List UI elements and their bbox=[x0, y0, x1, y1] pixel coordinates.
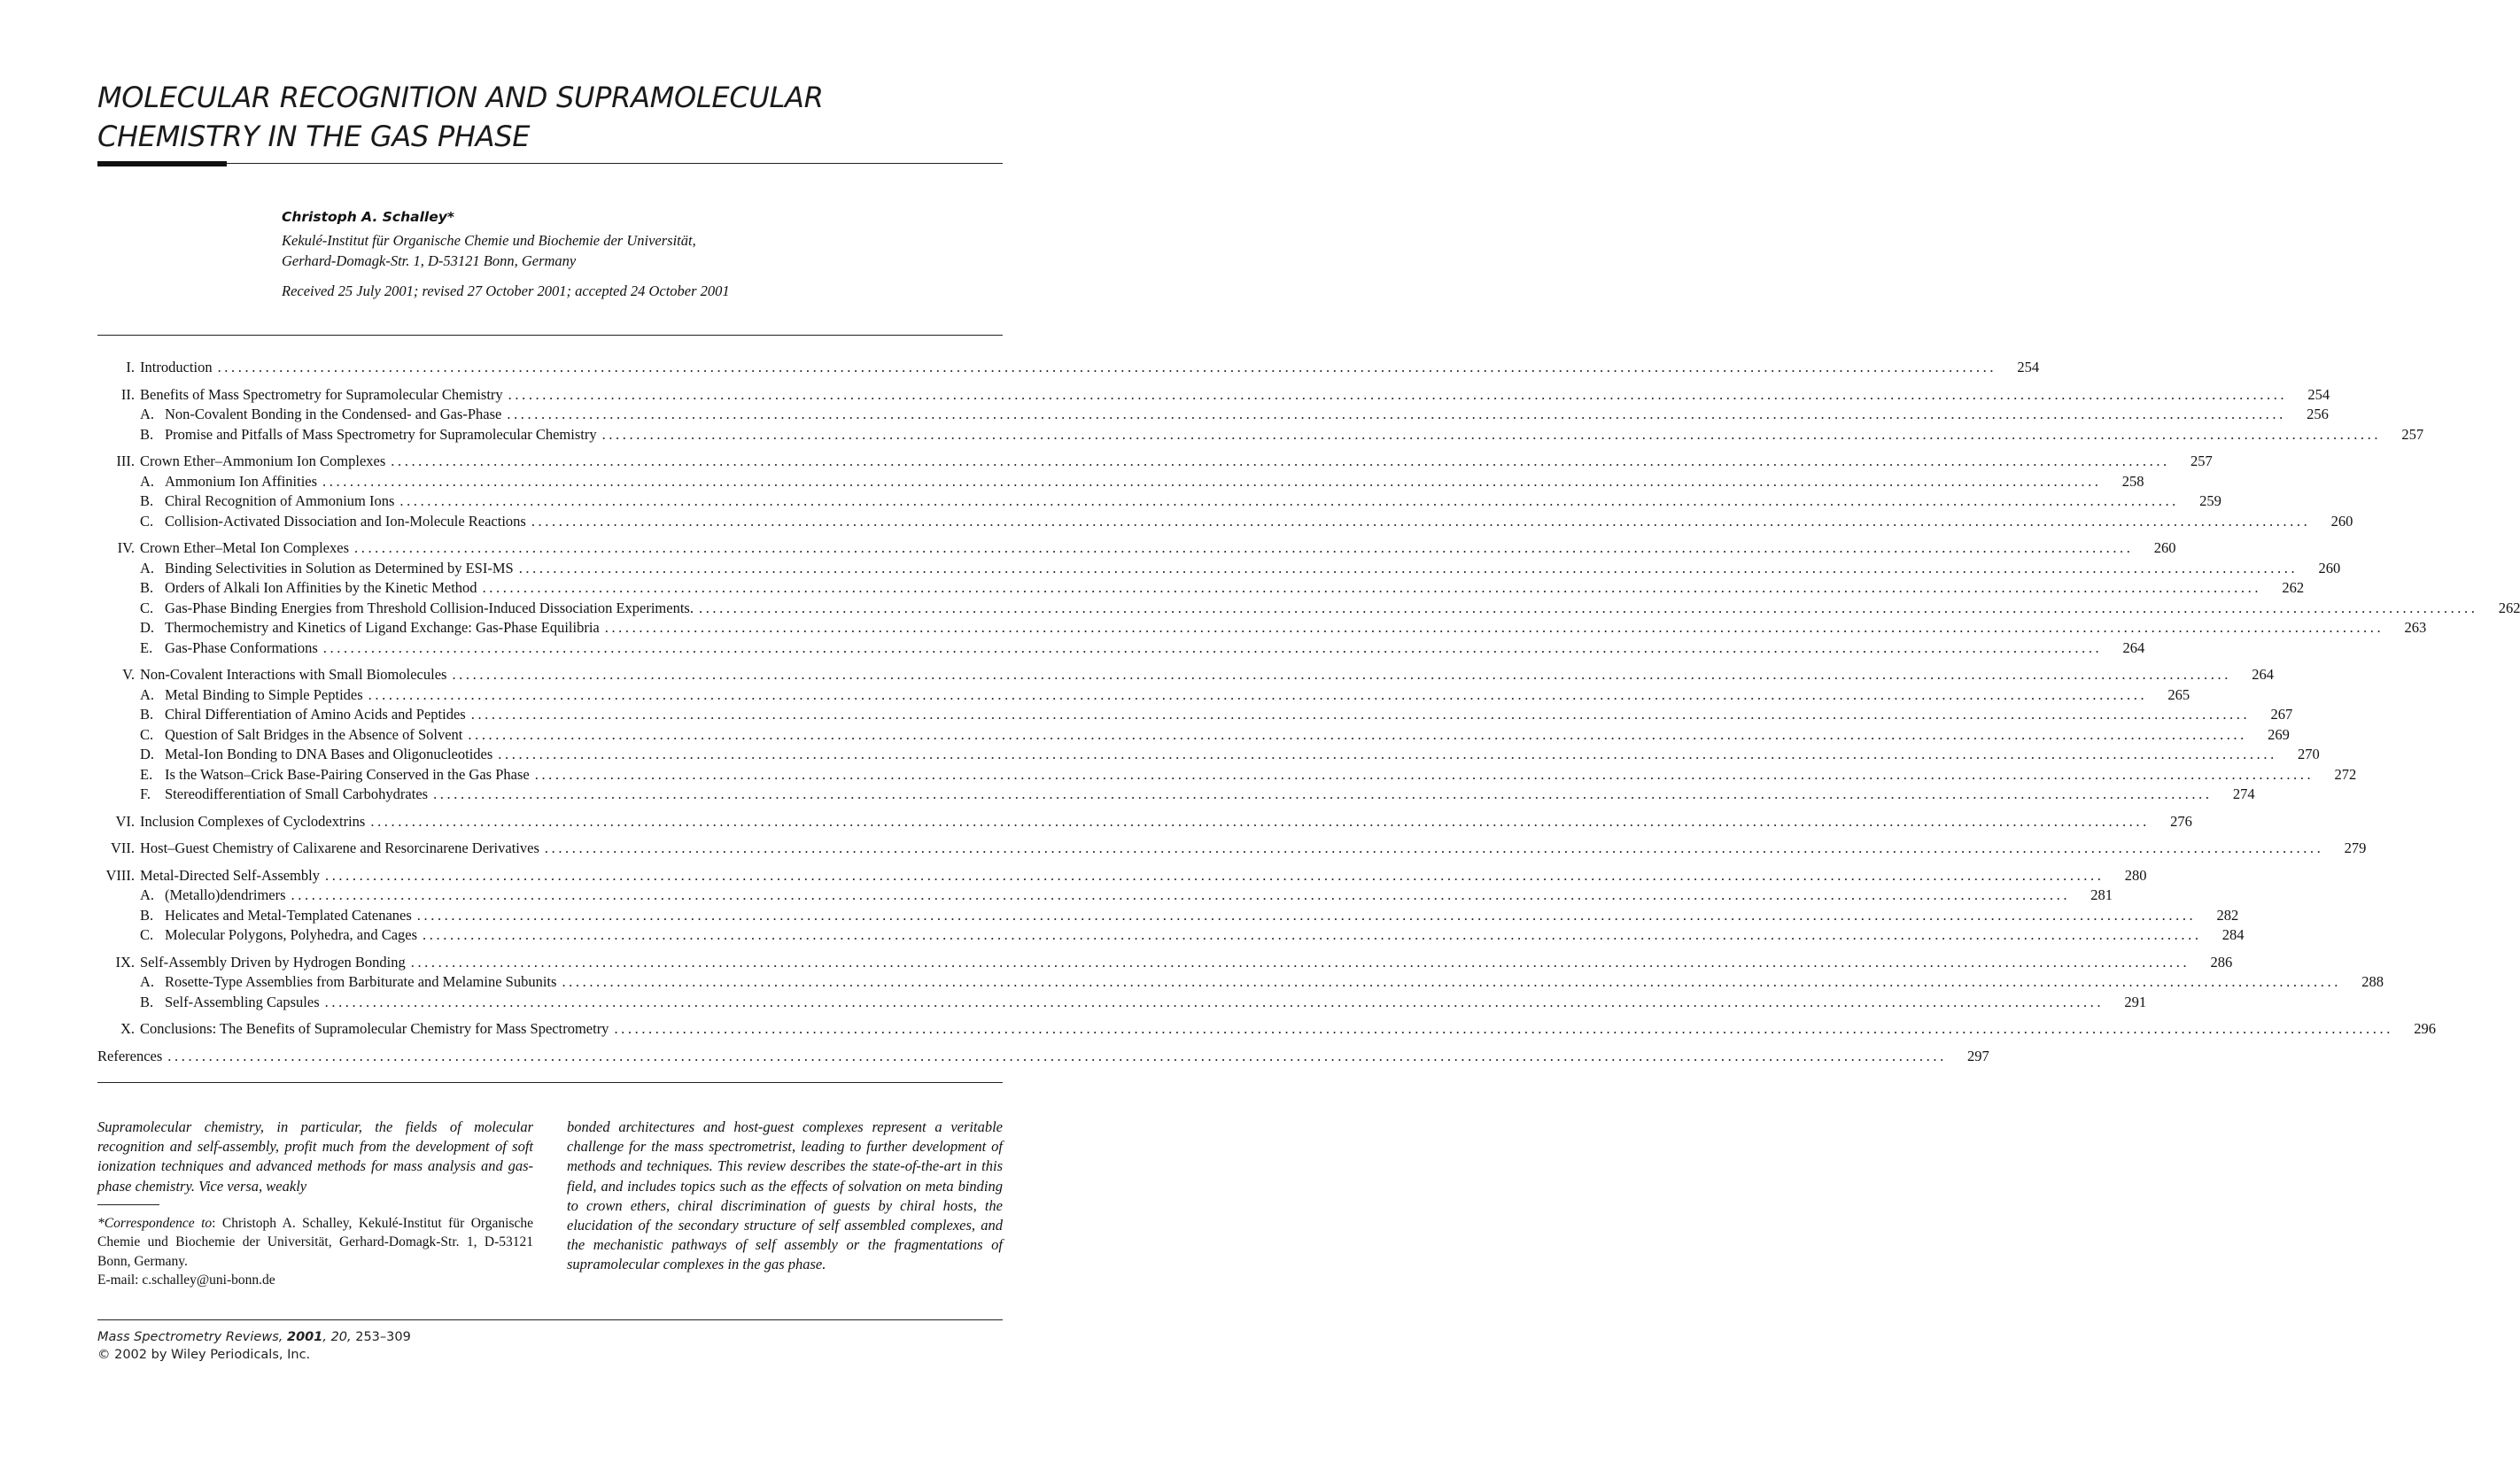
toc-title: Molecular Polygons, Polyhedra, and Cages bbox=[165, 926, 418, 943]
toc-page-number: 254 bbox=[2017, 359, 2040, 375]
toc-page-number: 272 bbox=[2334, 765, 2357, 783]
toc-title: Orders of Alkali Ion Affinities by the Kinetic Method bbox=[165, 579, 477, 596]
toc-letter: B. bbox=[140, 425, 154, 443]
affiliation bbox=[282, 230, 902, 271]
toc-entry bbox=[97, 866, 2147, 886]
dot-leader: .................................................................................................................................................................................................................................................................... bbox=[601, 425, 2382, 443]
toc-title: Inclusion Complexes of Cyclodextrins bbox=[140, 812, 366, 830]
dot-leader: .................................................................................................................................................................................................................................................................... bbox=[604, 619, 2384, 636]
toc-entry bbox=[97, 839, 2367, 859]
toc-title: Host–Guest Chemistry of Calixarene and Resorcinarene Derivatives bbox=[140, 839, 539, 856]
toc-title: References bbox=[97, 1047, 163, 1064]
toc-section bbox=[97, 812, 2192, 832]
toc-subentry bbox=[97, 599, 2520, 619]
toc-entry bbox=[97, 385, 2330, 406]
dot-leader: .................................................................................................................................................................................................................................................................... bbox=[167, 1047, 1947, 1064]
dot-leader: .................................................................................................................................................................................................................................................................... bbox=[324, 866, 2105, 884]
dot-leader: .................................................................................................................................................................................................................................................................... bbox=[370, 812, 2150, 830]
toc-number: VI. bbox=[115, 812, 135, 830]
toc-entry bbox=[97, 358, 2040, 378]
toc-page-number: 267 bbox=[2270, 706, 2293, 723]
toc-subentry bbox=[97, 638, 2145, 659]
toc-page-number: 274 bbox=[2232, 785, 2255, 802]
dot-leader: .................................................................................................................................................................................................................................................................... bbox=[614, 1020, 2393, 1037]
dot-leader: .................................................................................................................................................................................................................................................................... bbox=[291, 886, 2071, 903]
toc-subentry bbox=[97, 725, 2290, 746]
toc-letter: E. bbox=[140, 765, 153, 783]
toc-title: Crown Ether–Metal Ion Complexes bbox=[140, 539, 349, 556]
toc-page-number: 257 bbox=[2401, 425, 2424, 443]
toc-title: Introduction bbox=[140, 359, 213, 375]
toc-subentry bbox=[97, 705, 2293, 725]
toc-letter: D. bbox=[140, 746, 155, 762]
dot-leader: .................................................................................................................................................................................................................................................................... bbox=[416, 906, 2197, 924]
dot-leader: .................................................................................................................................................................................................................................................................... bbox=[482, 579, 2262, 596]
toc-number: V. bbox=[122, 666, 135, 683]
title-line-2: CHEMISTRY IN THE GAS PHASE bbox=[97, 120, 531, 153]
toc-number: VII. bbox=[110, 839, 135, 856]
toc-title: Stereodifferentiation of Small Carbohydrates bbox=[165, 785, 429, 802]
correspondence-label: *Correspondence to bbox=[97, 1215, 213, 1231]
toc-page-number: 280 bbox=[2124, 866, 2147, 884]
toc-page-number: 264 bbox=[2122, 638, 2145, 656]
toc-section bbox=[97, 452, 2353, 531]
toc-subentry bbox=[97, 925, 2245, 946]
article-title bbox=[97, 78, 1001, 156]
dot-leader: .................................................................................................................................................................................................................................................................... bbox=[354, 539, 2134, 556]
toc-subentry bbox=[97, 906, 2239, 926]
toc-subentry bbox=[97, 886, 2113, 906]
toc-subentry bbox=[97, 491, 2221, 512]
toc-letter: B. bbox=[140, 906, 154, 924]
toc-section bbox=[97, 866, 2245, 946]
toc-top-rule bbox=[97, 335, 1003, 336]
toc-subentry bbox=[97, 559, 2341, 579]
title-rule bbox=[97, 163, 1003, 164]
dot-leader: .................................................................................................................................................................................................................................................................... bbox=[410, 953, 2190, 971]
toc-letter: D. bbox=[140, 619, 155, 636]
table-of-contents bbox=[97, 358, 2520, 1073]
title-line-1: MOLECULAR RECOGNITION AND SUPRAMOLECULAR bbox=[97, 81, 824, 114]
toc-letter: B. bbox=[140, 706, 154, 723]
toc-subentry bbox=[97, 765, 2357, 785]
toc-subentry bbox=[97, 425, 2424, 445]
toc-title: Helicates and Metal-Templated Catenanes bbox=[165, 906, 412, 924]
toc-title: Metal-Directed Self-Assembly bbox=[140, 866, 320, 884]
toc-page-number: 262 bbox=[2498, 599, 2520, 616]
toc-letter: B. bbox=[140, 993, 154, 1010]
title-accent-bar bbox=[97, 161, 227, 166]
toc-letter: A. bbox=[140, 406, 155, 422]
toc-letter: A. bbox=[140, 886, 155, 903]
toc-title: Is the Watson–Crick Base-Pairing Conserved in the Gas Phase bbox=[165, 765, 530, 783]
dot-leader: .................................................................................................................................................................................................................................................................... bbox=[518, 559, 2299, 576]
dot-leader: .................................................................................................................................................................................................................................................................... bbox=[507, 406, 2286, 422]
toc-page-number: 257 bbox=[2190, 453, 2213, 469]
toc-title: Gas-Phase Conformations bbox=[165, 638, 318, 656]
toc-subentry bbox=[97, 578, 2305, 599]
toc-page-number: 269 bbox=[2268, 725, 2290, 743]
toc-section bbox=[97, 1019, 2436, 1040]
toc-subentry bbox=[97, 618, 2427, 638]
toc-page-number: 259 bbox=[2199, 492, 2221, 509]
toc-number: I. bbox=[126, 359, 135, 375]
dot-leader: .................................................................................................................................................................................................................................................................... bbox=[468, 725, 2247, 743]
toc-letter: F. bbox=[140, 785, 151, 802]
toc-entry bbox=[97, 665, 2274, 685]
toc-number: IV. bbox=[117, 539, 135, 556]
toc-title: Collision-Activated Dissociation and Ion-Molecule Reactions bbox=[165, 512, 526, 530]
toc-number: II. bbox=[120, 385, 135, 403]
copyright-line: © 2002 by Wiley Periodicals, Inc. bbox=[97, 1348, 311, 1362]
dot-leader: .................................................................................................................................................................................................................................................................... bbox=[562, 973, 2341, 990]
toc-page-number: 291 bbox=[2124, 993, 2147, 1010]
dot-leader: .................................................................................................................................................................................................................................................................... bbox=[470, 706, 2251, 723]
toc-title: Crown Ether–Ammonium Ion Complexes bbox=[140, 453, 386, 469]
toc-letter: C. bbox=[140, 512, 154, 530]
toc-title: Non-Covalent Bonding in the Condensed- and Gas-Phase bbox=[165, 406, 502, 422]
toc-entry bbox=[97, 452, 2213, 472]
toc-title: Thermochemistry and Kinetics of Ligand Exchange: Gas-Phase Equilibria bbox=[165, 619, 600, 636]
left-column bbox=[97, 1118, 533, 1290]
toc-page-number: 279 bbox=[2344, 839, 2367, 856]
abstract-part-2: bonded architectures and host-guest complexes represent a veritable challenge for the mass spectrometrist, leading to further development of methods and techniques. This review describes the state-of-the-art in this field, and includes topics such as the effects of solvation on meta binding to crown ethers, chiral discrimination of guests by chiral hosts, the elucidation of the secondary structure of self assembled complexes, and the mechanistic pathways of self assembly or the fragmentations of supramolecular complexes in the gas phase. bbox=[567, 1118, 1003, 1273]
toc-page-number: 260 bbox=[2153, 539, 2176, 556]
dot-leader: .................................................................................................................................................................................................................................................................... bbox=[217, 359, 1997, 375]
toc-letter: C. bbox=[140, 926, 154, 943]
toc-bottom-rule bbox=[97, 1082, 1003, 1083]
toc-page-number: 263 bbox=[2404, 619, 2427, 636]
dot-leader: .................................................................................................................................................................................................................................................................... bbox=[368, 685, 2148, 703]
dot-leader: .................................................................................................................................................................................................................................................................... bbox=[452, 666, 2231, 683]
toc-title: Gas-Phase Binding Energies from Threshold Collision-Induced Dissociation Experiments. bbox=[165, 599, 694, 616]
toc-number: X. bbox=[120, 1020, 135, 1037]
received-dates: Received 25 July 2001; revised 27 October 2001; accepted 24 October 2001 bbox=[282, 282, 730, 299]
toc-page-number: 264 bbox=[2252, 666, 2274, 683]
toc-subentry bbox=[97, 512, 2353, 532]
toc-title: Self-Assembly Driven by Hydrogen Bonding bbox=[140, 953, 406, 971]
toc-page-number: 288 bbox=[2361, 973, 2384, 990]
toc-section bbox=[97, 839, 2367, 859]
toc-page-number: 281 bbox=[2090, 886, 2113, 903]
toc-subentry bbox=[97, 472, 2144, 492]
toc-entry bbox=[97, 812, 2192, 832]
right-column bbox=[567, 1118, 1003, 1275]
citation-line: Mass Spectrometry Reviews, 2001, 20, 253–309 bbox=[97, 1330, 411, 1344]
toc-title: Metal-Ion Bonding to DNA Bases and Oligonucleotides bbox=[165, 746, 493, 762]
toc-page-number: 258 bbox=[2121, 472, 2144, 490]
toc-title: Question of Salt Bridges in the Absence of Solvent bbox=[165, 725, 463, 743]
toc-section bbox=[97, 538, 2520, 658]
toc-letter: C. bbox=[140, 599, 154, 616]
toc-page-number: 254 bbox=[2307, 385, 2330, 403]
dot-leader: .................................................................................................................................................................................................................................................................... bbox=[698, 599, 2478, 616]
toc-letter: A. bbox=[140, 559, 155, 576]
toc-subentry bbox=[97, 405, 2329, 425]
dot-leader: .................................................................................................................................................................................................................................................................... bbox=[544, 839, 2324, 856]
toc-title: Non-Covalent Interactions with Small Biomolecules bbox=[140, 666, 447, 683]
dot-leader: .................................................................................................................................................................................................................................................................... bbox=[531, 512, 2311, 530]
dot-leader: .................................................................................................................................................................................................................................................................... bbox=[324, 993, 2105, 1010]
toc-title: Conclusions: The Benefits of Supramolecular Chemistry for Mass Spectrometry bbox=[140, 1020, 609, 1037]
toc-section bbox=[97, 358, 2040, 378]
toc-page-number: 265 bbox=[2167, 685, 2190, 703]
toc-letter: B. bbox=[140, 492, 154, 509]
dot-leader: .................................................................................................................................................................................................................................................................... bbox=[322, 472, 2102, 490]
toc-title: Metal Binding to Simple Peptides bbox=[165, 685, 363, 703]
abstract-part-1: Supramolecular chemistry, in particular, the fields of molecular recognition and self-assembly, profit much from the development of soft ionization techniques and advanced methods for mass analysis and gas-phase chemistry. Vice versa, weakly bbox=[97, 1118, 533, 1195]
toc-title: Chiral Recognition of Ammonium Ions bbox=[165, 492, 395, 509]
toc-page-number: 286 bbox=[2210, 953, 2233, 971]
dot-leader: .................................................................................................................................................................................................................................................................... bbox=[322, 638, 2103, 656]
toc-entry bbox=[97, 953, 2233, 973]
toc-number: III. bbox=[116, 453, 135, 469]
toc-subentry bbox=[97, 685, 2190, 706]
correspondence-email: E-mail: c.schalley@uni-bonn.de bbox=[97, 1272, 275, 1288]
affiliation-line-1: Kekulé-Institut für Organische Chemie und Biochemie der Universität, bbox=[282, 232, 696, 249]
toc-page-number: 260 bbox=[2318, 559, 2341, 576]
journal-pages: 253–309 bbox=[355, 1330, 411, 1344]
toc-page-number: 262 bbox=[2282, 579, 2305, 596]
journal-volume: 20, bbox=[330, 1330, 352, 1344]
toc-page-number: 270 bbox=[2298, 746, 2320, 762]
toc-page-number: 284 bbox=[2221, 926, 2245, 943]
toc-title: Rosette-Type Assemblies from Barbiturate and Melamine Subunits bbox=[165, 973, 557, 990]
toc-letter: A. bbox=[140, 685, 155, 703]
toc-letter: A. bbox=[140, 973, 155, 990]
correspondence-text: : Christoph A. Schalley, Kekulé-Institut für Organische Chemie und Biochemie der Universität, Gerhard-Domagk-Str. 1, D-53121 Bonn, Germany. bbox=[97, 1215, 533, 1269]
correspondence-note bbox=[97, 1214, 533, 1290]
toc-title: Benefits of Mass Spectrometry for Supramolecular Chemistry bbox=[140, 385, 503, 403]
toc-title: Self-Assembling Capsules bbox=[165, 993, 320, 1010]
author-name: Christoph A. Schalley* bbox=[282, 209, 454, 225]
toc-number: VIII. bbox=[105, 866, 135, 884]
dot-leader: .................................................................................................................................................................................................................................................................... bbox=[534, 765, 2315, 783]
footnote-rule bbox=[97, 1204, 159, 1205]
toc-title: Binding Selectivities in Solution as Determined by ESI-MS bbox=[165, 559, 514, 576]
toc-page-number: 260 bbox=[2330, 512, 2353, 530]
toc-references bbox=[97, 1047, 1989, 1067]
toc-page-number: 296 bbox=[2414, 1020, 2436, 1037]
toc-section bbox=[97, 385, 2424, 445]
affiliation-line-2: Gerhard-Domagk-Str. 1, D-53121 Bonn, Germany bbox=[282, 252, 577, 269]
dot-leader: .................................................................................................................................................................................................................................................................... bbox=[498, 746, 2277, 762]
toc-subentry bbox=[97, 785, 2255, 805]
dot-leader: .................................................................................................................................................................................................................................................................... bbox=[391, 453, 2170, 469]
toc-title: Ammonium Ion Affinities bbox=[165, 472, 318, 490]
toc-page-number: 256 bbox=[2307, 406, 2329, 422]
references-entry bbox=[97, 1047, 1989, 1067]
toc-letter: C. bbox=[140, 725, 154, 743]
toc-title: Promise and Pitfalls of Mass Spectrometry for Supramolecular Chemistry bbox=[165, 425, 597, 443]
journal-name: Mass Spectrometry Reviews, bbox=[97, 1330, 283, 1344]
dot-leader: .................................................................................................................................................................................................................................................................... bbox=[399, 492, 2179, 509]
toc-title: (Metallo)dendrimers bbox=[165, 886, 286, 903]
toc-subentry bbox=[97, 993, 2147, 1013]
page-footer bbox=[97, 1328, 411, 1364]
dot-leader: .................................................................................................................................................................................................................................................................... bbox=[508, 385, 2288, 403]
toc-letter: A. bbox=[140, 472, 155, 490]
toc-subentry bbox=[97, 745, 2320, 765]
journal-year: 2001 bbox=[286, 1330, 323, 1344]
dot-leader: .................................................................................................................................................................................................................................................................... bbox=[423, 926, 2202, 943]
author-block bbox=[282, 209, 902, 300]
toc-entry bbox=[97, 1019, 2436, 1040]
footer-rule bbox=[97, 1319, 1003, 1320]
toc-subentry bbox=[97, 972, 2384, 993]
toc-entry bbox=[97, 538, 2176, 559]
toc-page-number: 282 bbox=[2216, 906, 2239, 924]
toc-letter: B. bbox=[140, 579, 154, 596]
toc-title: Chiral Differentiation of Amino Acids and Peptides bbox=[165, 706, 466, 723]
toc-letter: E. bbox=[140, 638, 153, 656]
dot-leader: .................................................................................................................................................................................................................................................................... bbox=[433, 785, 2213, 802]
toc-page-number: 297 bbox=[1967, 1047, 1989, 1064]
toc-section bbox=[97, 953, 2384, 1013]
toc-section bbox=[97, 665, 2357, 805]
toc-page-number: 276 bbox=[2170, 812, 2192, 830]
toc-number: IX. bbox=[115, 953, 135, 971]
